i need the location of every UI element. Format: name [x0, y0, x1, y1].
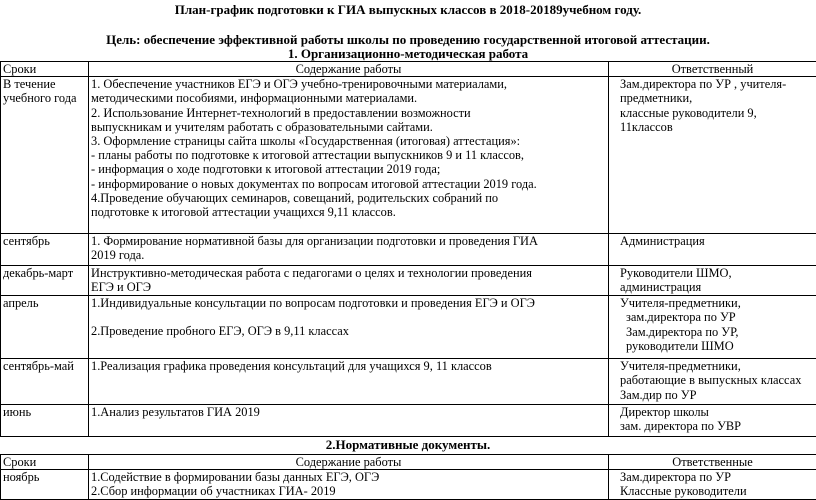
content-cell [89, 77, 609, 234]
responsible-cell [609, 296, 816, 359]
responsible-line: работающие в выпускных классах [620, 373, 802, 388]
content-line: 1. Формирование нормативной базы для организации подготовки и проведения ГИА [91, 234, 538, 249]
period-line: В течение [3, 77, 56, 92]
responsible-cell [609, 77, 816, 234]
responsible-line: классные руководители 9, [620, 105, 757, 120]
content-cell [89, 266, 609, 296]
responsible-line: Учителя-предметники, [620, 359, 741, 374]
responsible-cell [609, 470, 816, 500]
responsible-line: Администрация [620, 234, 705, 249]
table-header-row [1, 455, 816, 470]
header-responsible: Ответственный [609, 62, 816, 77]
content-cell [89, 234, 609, 266]
content-line: Инструктивно-методическая работа с педагогами о целях и технологии проведения [91, 266, 532, 281]
header-period: Сроки [1, 62, 89, 77]
content-line: 2019 года. [91, 248, 145, 263]
content-line: 3. Оформление страницы сайта школы «Государственная (итоговая) аттестация»: [91, 134, 521, 149]
responsible-line: Зам.директора по УР [620, 470, 731, 485]
content-line: ЕГЭ и ОГЭ [91, 280, 152, 295]
content-cell [89, 470, 609, 500]
period-cell [1, 470, 89, 500]
content-line: выпускникам и учителям работать с образовательными сайтами. [91, 119, 433, 134]
header-content: Содержание работы [89, 455, 609, 470]
table-row [1, 296, 816, 359]
content-cell [89, 296, 609, 359]
table-row [1, 234, 816, 266]
period-cell [1, 296, 89, 359]
period-cell [1, 77, 89, 234]
content-line: - информирование о новых документах по вопросам итоговой аттестации 2019 года. [91, 176, 537, 191]
goal-statement: Цель: обеспечение эффективной работы школы по проведению государственной итоговой аттестации. [106, 32, 710, 47]
content-line: 2. Использование Интернет-технологий в предоставлении возможности [91, 105, 471, 120]
period-cell [1, 234, 89, 266]
content-cell [89, 359, 609, 405]
responsible-cell [609, 405, 816, 437]
content-cell [89, 405, 609, 437]
responsible-cell [609, 359, 816, 405]
section2-heading: 2.Нормативные документы. [325, 437, 491, 452]
period-line: апрель [3, 296, 39, 311]
table-header-row [1, 62, 816, 77]
period-line: декабрь-март [3, 266, 74, 281]
responsible-line: предметники, [620, 91, 693, 106]
period-cell [1, 359, 89, 405]
responsible-line: Зам.дир по УР [620, 387, 697, 402]
header-content: Содержание работы [89, 62, 609, 77]
responsible-line: Зам.директора по УР, [626, 324, 739, 339]
content-line: методическими пособиями, информационными материалами. [91, 91, 418, 106]
content-line: 2.Сбор информации об участниках ГИА- 2019 [91, 484, 336, 499]
section2-table [0, 454, 816, 500]
table-row [1, 359, 816, 405]
content-line: 1.Содействие в формировании базы данных ЕГЭ, ОГЭ [91, 470, 380, 485]
content-line: 1. Обеспечение участников ЕГЭ и ОГЭ учебно-тренировочными материалами, [91, 77, 507, 92]
content-line: 1.Реализация графика проведения консультаций для учащихся 9, 11 классов [91, 359, 492, 374]
header-responsible: Ответственные [609, 455, 816, 470]
responsible-cell [609, 234, 816, 266]
responsible-line: зам. директора по УВР [620, 419, 742, 434]
period-cell [1, 266, 89, 296]
responsible-cell [609, 266, 816, 296]
table-row [1, 405, 816, 437]
content-line: - информация о ходе подготовки к итоговой аттестации 2019 года; [91, 162, 441, 177]
content-spacer [91, 310, 606, 324]
content-line: - планы работы по подготовке к итоговой аттестации выпускников 9 и 11 классов, [91, 148, 525, 163]
responsible-line: администрация [620, 280, 702, 295]
content-line: 1.Индивидуальные консультации по вопросам подготовки и проведения ЕГЭ и ОГЭ [91, 296, 535, 311]
section1-table [0, 61, 816, 437]
content-line: 2.Проведение пробного ЕГЭ, ОГЭ в 9,11 классах [91, 324, 349, 339]
page-title: План-график подготовки к ГИА выпускных классов в 2018-20189учебном году. [174, 2, 642, 17]
section1-heading: 1. Организационно-методическая работа [287, 46, 529, 61]
responsible-line: 11классов [620, 119, 673, 134]
table-row [1, 266, 816, 296]
content-line: подготовке к итоговой аттестации учащихся 9,11 классов. [91, 205, 396, 220]
table-row [1, 470, 816, 500]
responsible-line: Руководители ШМО, [620, 266, 732, 281]
period-cell [1, 405, 89, 437]
period-line: ноябрь [3, 470, 40, 485]
content-line: 1.Анализ результатов ГИА 2019 [91, 405, 260, 420]
responsible-line: Зам.директора по УР , учителя- [620, 77, 787, 92]
responsible-line: руководители ШМО [626, 338, 734, 353]
period-line: июнь [3, 405, 32, 420]
responsible-line: Учителя-предметники, [620, 296, 741, 311]
content-line: 4.Проведение обучающих семинаров, совещаний, родительских собраний по [91, 190, 499, 205]
responsible-line: Директор школы [620, 405, 709, 420]
header-period: Сроки [1, 455, 89, 470]
responsible-line: зам.директора по УР [626, 310, 736, 325]
table-row [1, 77, 816, 234]
responsible-line: Классные руководители [620, 484, 747, 499]
period-line: сентябрь [3, 234, 50, 249]
period-line: сентябрь-май [3, 359, 74, 374]
period-line: учебного года [3, 91, 77, 106]
